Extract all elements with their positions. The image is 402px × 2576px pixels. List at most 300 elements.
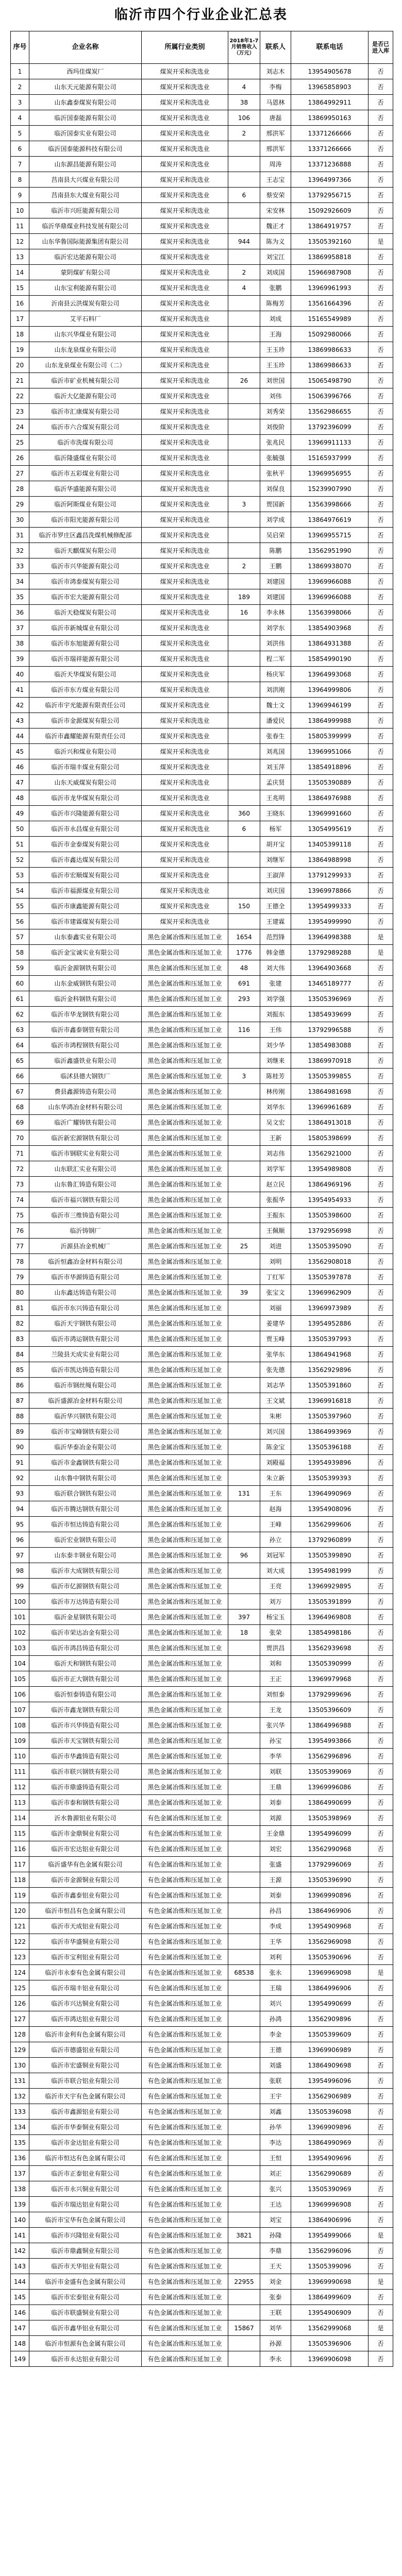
company-name: 临沂市宏泰铝业有限公司 [29, 2290, 142, 2305]
phone-number: 13505399096 [291, 2259, 368, 2274]
contact-person: 王德全 [260, 899, 291, 914]
contact-person: 刘丽 [260, 1300, 291, 1316]
contact-person: 刘秀荣 [260, 404, 291, 419]
table-row [11, 868, 393, 883]
in-library: 否 [368, 2150, 393, 2166]
table-row [11, 528, 393, 543]
in-library: 否 [368, 1548, 393, 1563]
phone-number: 15966987908 [291, 265, 368, 280]
in-library: 否 [368, 744, 393, 759]
contact-person: 王源 [260, 1872, 291, 1888]
row-index: 19 [11, 342, 29, 358]
row-index: 75 [11, 1208, 29, 1223]
company-name: 临沂市兴旺能源有限公司 [29, 203, 142, 218]
in-library: 否 [368, 512, 393, 528]
in-library: 否 [368, 589, 393, 605]
contact-person: 王鼎 [260, 1780, 291, 1795]
sales-value: 48 [228, 960, 260, 976]
page-title: 临沂市四个行业企业汇总表 [114, 7, 288, 23]
company-name: 临沂市金源煤炭有限公司 [29, 713, 142, 728]
contact-person: 王晓东 [260, 806, 291, 821]
sales-value [228, 2259, 260, 2274]
table-row [11, 450, 393, 466]
company-name: 临沂天华煤炭有限公司 [29, 667, 142, 682]
in-library: 否 [368, 1532, 393, 1548]
contact-person: 刘泰 [260, 1888, 291, 1903]
company-name: 临沂市凯达铸造有限公司 [29, 1362, 142, 1378]
contact-person: 刘兴 [260, 1996, 291, 2011]
row-index: 78 [11, 1254, 29, 1269]
row-index: 66 [11, 1069, 29, 1084]
sales-value [228, 296, 260, 311]
company-name: 临沂市兴华能源有限公司 [29, 558, 142, 574]
phone-number: 13869986633 [291, 342, 368, 358]
phone-number: 13854983088 [291, 1038, 368, 1053]
company-name: 临沂市鑫源铝业有限公司 [29, 2104, 142, 2120]
phone-number: 13954993866 [291, 1733, 368, 1749]
industry: 有色金属冶炼和压延加工业 [142, 1965, 228, 1980]
row-index: 5 [11, 126, 29, 141]
industry: 有色金属冶炼和压延加工业 [142, 1826, 228, 1841]
sales-value: 293 [228, 991, 260, 1007]
company-name: 临沂市阳光能源有限公司 [29, 512, 142, 528]
row-index: 12 [11, 234, 29, 249]
table-row [11, 574, 393, 589]
industry: 黑色金属冶炼和压延加工业 [142, 1130, 228, 1146]
in-library: 否 [368, 1640, 393, 1656]
row-index: 84 [11, 1347, 29, 1362]
row-index: 141 [11, 2228, 29, 2243]
company-name: 临沂盛华有色金属有限公司 [29, 1857, 142, 1872]
in-library: 否 [368, 1331, 393, 1347]
industry: 煤炭开采和洗选业 [142, 342, 228, 358]
company-name: 临沂金科钢铁有限公司 [29, 991, 142, 1007]
company-name: 临沂市东方煤业有限公司 [29, 682, 142, 698]
sales-value: 189 [228, 589, 260, 605]
sales-value [228, 1671, 260, 1687]
sales-value: 116 [228, 1022, 260, 1038]
industry: 黑色金属冶炼和压延加工业 [142, 1331, 228, 1347]
row-index: 10 [11, 203, 29, 218]
in-library: 否 [368, 543, 393, 558]
row-index: 107 [11, 1702, 29, 1718]
industry: 有色金属冶炼和压延加工业 [142, 2135, 228, 2150]
table-row [11, 2181, 393, 2197]
in-library: 否 [368, 2336, 393, 2351]
in-library: 否 [368, 435, 393, 450]
company-name: 山东鲁汇铸造有限公司 [29, 1177, 142, 1192]
phone-number: 13505399855 [291, 1069, 368, 1084]
row-index: 39 [11, 651, 29, 667]
in-library: 否 [368, 574, 393, 589]
industry: 黑色金属冶炼和压延加工业 [142, 1517, 228, 1532]
contact-person: 张兴华 [260, 1718, 291, 1733]
table-row [11, 1872, 393, 1888]
industry: 煤炭开采和洗选业 [142, 636, 228, 651]
sales-value [228, 1223, 260, 1239]
industry: 煤炭开采和洗选业 [142, 914, 228, 929]
table-row [11, 914, 393, 929]
row-index: 21 [11, 373, 29, 388]
phone-number: 13505392160 [291, 234, 368, 249]
industry: 黑色金属冶炼和压延加工业 [142, 1393, 228, 1409]
table-row [11, 899, 393, 914]
contact-person: 王兆明 [260, 790, 291, 806]
table-row [11, 1903, 393, 1919]
sales-value [228, 1872, 260, 1888]
company-name: 临沂市瑞丰铝业有限公司 [29, 1980, 142, 1996]
contact-person: 刘学强 [260, 991, 291, 1007]
phone-number: 13969962909 [291, 1285, 368, 1300]
in-library: 否 [368, 2089, 393, 2104]
table-row [11, 1780, 393, 1795]
row-index: 7 [11, 157, 29, 172]
in-library: 否 [368, 1749, 393, 1764]
phone-number: 13969990698 [291, 2274, 368, 2290]
industry: 黑色金属冶炼和压延加工业 [142, 1780, 228, 1795]
sales-value [228, 2089, 260, 2104]
table-row [11, 435, 393, 450]
table-row [11, 2259, 393, 2274]
table-row [11, 2089, 393, 2104]
row-index: 3 [11, 95, 29, 110]
sales-value: 2 [228, 126, 260, 141]
row-index: 89 [11, 1424, 29, 1439]
table-row [11, 2120, 393, 2135]
phone-number: 13969966088 [291, 574, 368, 589]
company-name: 临沂市华泰铜业有限公司 [29, 2120, 142, 2135]
company-name: 费县鑫源铸造有限公司 [29, 1084, 142, 1099]
phone-number: 13954999333 [291, 899, 368, 914]
industry: 有色金属冶炼和压延加工业 [142, 2290, 228, 2305]
sales-value [228, 1919, 260, 1934]
table-row [11, 991, 393, 1007]
table-body [11, 64, 393, 2367]
industry: 煤炭开采和洗选业 [142, 64, 228, 79]
sales-value [228, 1780, 260, 1795]
phone-number: 13869938070 [291, 558, 368, 574]
contact-person: 王亮 [260, 1579, 291, 1594]
company-name: 临沂鑫盛铁业有限公司 [29, 1053, 142, 1069]
row-index: 115 [11, 1826, 29, 1841]
in-library: 否 [368, 311, 393, 327]
row-index: 96 [11, 1532, 29, 1548]
table-row [11, 1115, 393, 1130]
sales-value: 944 [228, 234, 260, 249]
sales-value [228, 1702, 260, 1718]
table-row [11, 1007, 393, 1022]
contact-person: 张兆民 [260, 435, 291, 450]
table-row [11, 1579, 393, 1594]
in-library: 否 [368, 1347, 393, 1362]
industry: 黑色金属冶炼和压延加工业 [142, 1795, 228, 1810]
row-index: 77 [11, 1239, 29, 1254]
row-index: 114 [11, 1810, 29, 1826]
contact-person: 陈梅芳 [260, 296, 291, 311]
row-index: 29 [11, 497, 29, 512]
industry: 煤炭开采和洗选业 [142, 713, 228, 728]
phone-number: 13969966088 [291, 589, 368, 605]
table-row [11, 1393, 393, 1409]
phone-number: 13864919757 [291, 218, 368, 234]
phone-number: 13505397878 [291, 1269, 368, 1285]
table-row [11, 342, 393, 358]
industry: 黑色金属冶炼和压延加工业 [142, 1671, 228, 1687]
sales-value [228, 1393, 260, 1409]
in-library: 否 [368, 95, 393, 110]
company-name: 临沂市钢联实业有限公司 [29, 1146, 142, 1161]
company-name: 临沂市兴华铸造有限公司 [29, 1718, 142, 1733]
contact-person: 刘继来 [260, 1053, 291, 1069]
industry: 黑色金属冶炼和压延加工业 [142, 1687, 228, 1702]
row-index: 90 [11, 1439, 29, 1455]
table-row [11, 218, 393, 234]
contact-person: 刘洪伟 [260, 636, 291, 651]
table-row [11, 2104, 393, 2120]
sales-value [228, 404, 260, 419]
contact-person: 张永 [260, 1965, 291, 1980]
company-name: 临沂市联合铝业有限公司 [29, 2073, 142, 2089]
contact-person: 李达 [260, 2135, 291, 2150]
sales-value [228, 528, 260, 543]
table-row [11, 249, 393, 265]
contact-person: 刘宝 [260, 2212, 291, 2228]
in-library: 否 [368, 1733, 393, 1749]
sales-value [228, 435, 260, 450]
phone-number: 13954905678 [291, 64, 368, 79]
company-name: 临沂市瑞祥能源有限公司 [29, 651, 142, 667]
industry: 煤炭开采和洗选业 [142, 218, 228, 234]
row-index: 42 [11, 698, 29, 713]
sales-value: 38 [228, 95, 260, 110]
industry: 煤炭开采和洗选业 [142, 157, 228, 172]
phone-number: 13563998666 [291, 497, 368, 512]
phone-number: 13562986655 [291, 404, 368, 419]
contact-person: 杨宝玉 [260, 1609, 291, 1625]
sales-value [228, 1192, 260, 1208]
phone-number: 13562929896 [291, 1362, 368, 1378]
contact-person: 刘殿福 [260, 1455, 291, 1470]
phone-number: 13969978866 [291, 883, 368, 899]
table-row [11, 1223, 393, 1239]
company-name: 山东鑫泰煤炭有限公司 [29, 95, 142, 110]
table-row [11, 2320, 393, 2336]
in-library: 否 [368, 1130, 393, 1146]
company-name: 临沂市金鼎铜业有限公司 [29, 1826, 142, 1841]
table-row [11, 605, 393, 620]
industry: 黑色金属冶炼和压延加工业 [142, 1718, 228, 1733]
sales-value [228, 172, 260, 188]
phone-number: 13964990969 [291, 1486, 368, 1501]
contact-person: 张先德 [260, 1362, 291, 1378]
industry: 黑色金属冶炼和压延加工业 [142, 1115, 228, 1130]
company-name: 临沂市华源铸造有限公司 [29, 1269, 142, 1285]
in-library: 是 [368, 234, 393, 249]
company-name: 临沂金源钢铁有限公司 [29, 960, 142, 976]
industry: 煤炭开采和洗选业 [142, 620, 228, 636]
sales-value: 22955 [228, 2274, 260, 2290]
contact-person: 张盛 [260, 1857, 291, 1872]
in-library: 否 [368, 1455, 393, 1470]
contact-person: 邢洪军 [260, 126, 291, 141]
company-name: 临沂市康鑫能源有限公司 [29, 899, 142, 914]
in-library: 否 [368, 1146, 393, 1161]
company-name: 临沂市兴达铜业有限公司 [29, 1996, 142, 2011]
sales-value [228, 512, 260, 528]
sales-value [228, 2135, 260, 2150]
sales-value [228, 713, 260, 728]
phone-number: 13954996099 [291, 1826, 368, 1841]
table-row [11, 419, 393, 435]
contact-person: 刘万 [260, 1594, 291, 1609]
phone-number: 13505396098 [291, 2104, 368, 2120]
company-name: 临沂金宝诚实业有限公司 [29, 945, 142, 960]
contact-person: 陈为义 [260, 234, 291, 249]
contact-person: 刘俊阶 [260, 419, 291, 435]
row-index: 59 [11, 960, 29, 976]
contact-person: 胡开宝 [260, 837, 291, 852]
table-row [11, 1300, 393, 1316]
sales-value [228, 1517, 260, 1532]
company-name: 临沭县德大钢铁厂 [29, 1069, 142, 1084]
phone-number: 13505396906 [291, 2336, 368, 2351]
industry: 有色金属冶炼和压延加工业 [142, 1841, 228, 1857]
industry: 煤炭开采和洗选业 [142, 481, 228, 497]
company-name: 临沂兴和煤业有限公司 [29, 744, 142, 759]
phone-number: 13505396188 [291, 1439, 368, 1455]
row-index: 31 [11, 528, 29, 543]
in-library: 否 [368, 2042, 393, 2058]
in-library: 否 [368, 497, 393, 512]
industry: 煤炭开采和洗选业 [142, 95, 228, 110]
company-name: 临沂市永达铝业有限公司 [29, 2351, 142, 2367]
phone-number: 15854990190 [291, 651, 368, 667]
header-cell-in-library: 是否已进入库 [368, 31, 393, 64]
phone-number: 13505399609 [291, 2027, 368, 2042]
company-name: 临沂市宝华有色金属有限公司 [29, 2212, 142, 2228]
industry: 煤炭开采和洗选业 [142, 868, 228, 883]
row-index: 79 [11, 1269, 29, 1285]
row-index: 104 [11, 1656, 29, 1671]
contact-person: 刘世国 [260, 373, 291, 388]
phone-number: 13954909696 [291, 2150, 368, 2166]
industry: 有色金属冶炼和压延加工业 [142, 2259, 228, 2274]
in-library: 否 [368, 64, 393, 79]
company-name: 临沂隆盛煤业有限公司 [29, 450, 142, 466]
table-row [11, 728, 393, 744]
phone-number: 13954996096 [291, 2073, 368, 2089]
phone-number: 13969973989 [291, 1300, 368, 1316]
in-library: 否 [368, 2166, 393, 2181]
row-index: 34 [11, 574, 29, 589]
phone-number: 13854939699 [291, 1007, 368, 1022]
in-library: 否 [368, 157, 393, 172]
row-index: 146 [11, 2305, 29, 2320]
contact-person: 王正 [260, 1671, 291, 1687]
phone-number: 13864941968 [291, 1347, 368, 1362]
contact-person: 王瑞 [260, 1980, 291, 1996]
contact-person: 杨庆军 [260, 667, 291, 682]
company-name: 山东宝利能源有限公司 [29, 280, 142, 296]
in-library: 否 [368, 620, 393, 636]
industry: 有色金属冶炼和压延加工业 [142, 1980, 228, 1996]
phone-number: 13869958818 [291, 249, 368, 265]
table-row [11, 1563, 393, 1579]
table-row [11, 1640, 393, 1656]
phone-number: 13562909896 [291, 2011, 368, 2027]
contact-person: 王玉珍 [260, 342, 291, 358]
industry: 有色金属冶炼和压延加工业 [142, 1872, 228, 1888]
industry: 煤炭开采和洗选业 [142, 852, 228, 868]
company-name: 临沂市三维铸造有限公司 [29, 1208, 142, 1223]
in-library: 否 [368, 2073, 393, 2089]
company-name: 临沂市宏大能源有限公司 [29, 589, 142, 605]
in-library: 否 [368, 698, 393, 713]
contact-person: 王文斌 [260, 1393, 291, 1409]
sales-value [228, 2305, 260, 2320]
sales-value [228, 914, 260, 929]
sales-value: 106 [228, 110, 260, 126]
in-library: 否 [368, 358, 393, 373]
industry: 煤炭开采和洗选业 [142, 203, 228, 218]
table-row [11, 744, 393, 759]
table-row [11, 1455, 393, 1470]
industry: 黑色金属冶炼和压延加工业 [142, 1470, 228, 1486]
sales-value: 6 [228, 821, 260, 837]
sales-value [228, 1084, 260, 1099]
contact-person: 姜建华 [260, 1316, 291, 1331]
sales-value [228, 1687, 260, 1702]
row-index: 67 [11, 1084, 29, 1099]
in-library: 否 [368, 1996, 393, 2011]
company-name: 临沂市金泰煤炭有限公司 [29, 837, 142, 852]
row-index: 71 [11, 1146, 29, 1161]
sales-value [228, 1501, 260, 1517]
row-index: 30 [11, 512, 29, 528]
in-library: 否 [368, 1919, 393, 1934]
industry: 煤炭开采和洗选业 [142, 728, 228, 744]
industry: 黑色金属冶炼和压延加工业 [142, 945, 228, 960]
table-row [11, 1208, 393, 1223]
company-name: 临沂市金鑫钢铁有限公司 [29, 1455, 142, 1470]
in-library: 否 [368, 2305, 393, 2320]
sales-value [228, 1177, 260, 1192]
in-library: 否 [368, 404, 393, 419]
row-index: 22 [11, 388, 29, 404]
company-name: 临沂市联盛铜业有限公司 [29, 2305, 142, 2320]
company-name: 临沂市华盛铜业有限公司 [29, 1934, 142, 1950]
company-name: 山东泰鑫实业有限公司 [29, 929, 142, 945]
row-index: 70 [11, 1130, 29, 1146]
industry: 煤炭开采和洗选业 [142, 682, 228, 698]
contact-person: 杨军 [260, 821, 291, 837]
phone-number: 13964969808 [291, 1609, 368, 1625]
table-row [11, 2135, 393, 2150]
contact-person: 刘学成 [260, 512, 291, 528]
company-name: 临沂天麒煤炭有限公司 [29, 543, 142, 558]
row-index: 17 [11, 311, 29, 327]
sales-value [228, 388, 260, 404]
row-index: 139 [11, 2197, 29, 2212]
table-row [11, 79, 393, 95]
company-name: 临沂市金源铜业有限公司 [29, 1872, 142, 1888]
row-index: 120 [11, 1903, 29, 1919]
contact-person: 刘兆国 [260, 744, 291, 759]
in-library: 是 [368, 2274, 393, 2290]
table-row [11, 1841, 393, 1857]
in-library: 否 [368, 1254, 393, 1269]
company-name: 临沂市鼎盛铸造有限公司 [29, 1780, 142, 1795]
